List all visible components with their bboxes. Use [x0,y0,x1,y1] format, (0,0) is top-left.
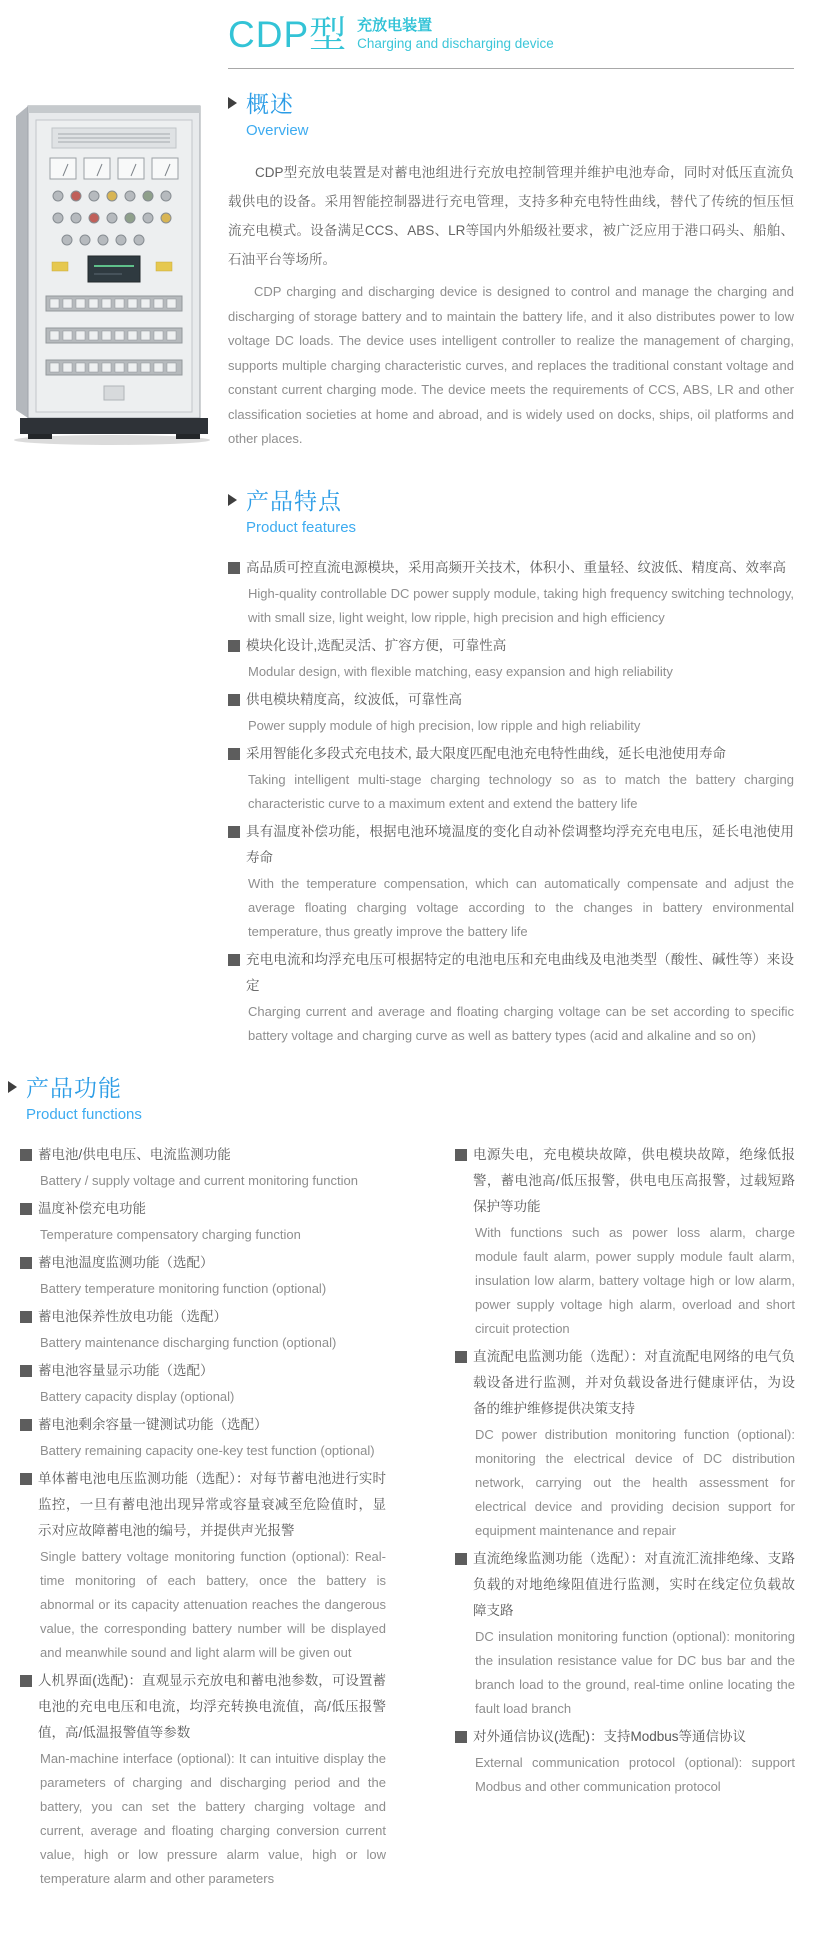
section-title-zh: 产品特点 [246,487,342,514]
square-bullet-icon [455,1731,467,1743]
function-text-zh: 直流绝缘监测功能（选配）：对直流汇流排绝缘、支路负载的对地绝缘阻值进行监测，实时在线定位负载故障支路 [473,1551,795,1618]
function-item [455,1724,795,1799]
overview-paragraph-zh: CDP型充放电装置是对蓄电池组进行充放电控制管理并维护电池寿命，同时对低压直流负载供电的设备。采用智能控制器进行充电管理，支持多种充电特性曲线，替代了传统的恒压恒流充电模式。设备满足CCS、ABS、LR等国内外船级社要求，被广泛应用于港口码头、船舶、石油平台等场所。 [228,165,794,267]
square-bullet-icon [20,1419,32,1431]
function-text-en: External communication protocol (optional): support Modbus and other communication protocol [475,1755,795,1794]
function-text-zh: 直流配电监测功能（选配）：对直流配电网络的电气负载设备进行监测，并对负载设备进行健康评估，为设备的维护维修提供决策支持 [473,1349,795,1416]
feature-text-en: Modular design, with flexible matching, easy expansion and high reliability [248,663,673,679]
feature-item [228,633,794,684]
function-item [455,1546,795,1721]
feature-item [228,687,794,738]
feature-text-zh: 采用智能化多段式充电技术, 最大限度匹配电池充电特性曲线，延长电池使用寿命 [246,745,727,761]
function-text-zh: 蓄电池/供电电压、电流监测功能 [38,1147,231,1162]
function-text-en: DC insulation monitoring function (optional): monitoring the insulation resistance value for DC bus bar and the branch load to the ground, real-time online locating the fault load branch [475,1629,795,1716]
feature-text-en: High-quality controllable DC power supply module, taking high frequency switching technology, with small size, light weight, low ripple, high precision and high efficiency [248,585,794,625]
feature-text-zh: 模块化设计,选配灵活、扩容方便，可靠性高 [246,637,507,653]
square-bullet-icon [228,748,240,760]
functions-right-column [455,1142,795,1894]
page-title-sub [357,16,554,53]
square-bullet-icon [20,1675,32,1687]
function-text-en: Battery maintenance discharging function (optional) [40,1335,337,1350]
feature-text-zh: 高品质可控直流电源模块，采用高频开关技术，体积小、重量轻、纹波低、精度高、效率高 [246,559,786,575]
function-text-en: Man-machine interface (optional): It can intuitive display the parameters of charging and discharging period and the battery, you can set the battery charging voltage and current, average and floating charging conversion current value, high or low pressure alarm value, high or low temperature alarm and other parameters [40,1751,386,1886]
section-title-en: Product functions [26,1106,142,1123]
feature-text-zh: 具有温度补偿功能，根据电池环境温度的变化自动补偿调整均浮充充电电压，延长电池使用寿命 [246,823,794,865]
square-bullet-icon [228,694,240,706]
features-section [228,488,794,1048]
function-text-en: Single battery voltage monitoring function (optional): Real-time monitoring of each battery, once the battery is abnormal or its capacity attenuation reaches the dangerous value, the corresponding battery number will be displayed and meanwhile sound and light alarm will be given out [40,1549,386,1660]
function-text-zh: 蓄电池容量显示功能（选配） [38,1363,214,1378]
function-text-zh: 温度补偿充电功能 [38,1201,146,1216]
function-text-en: Battery remaining capacity one-key test function (optional) [40,1443,375,1458]
function-text-en: With functions such as power loss alarm, charge module fault alarm, power supply module fault alarm, insulation low alarm, battery voltage high or low alarm, power supply voltage high alarm, overload and short circuit protection [475,1225,795,1336]
function-item [20,1358,386,1409]
main-content-column [228,14,794,1051]
square-bullet-icon [20,1149,32,1161]
cabinet-illustration-icon [8,96,216,448]
square-bullet-icon [228,954,240,966]
feature-item [228,947,794,1048]
function-item [20,1466,386,1665]
function-text-en: Temperature compensatory charging function [40,1227,301,1242]
function-text-en: Battery / supply voltage and current monitoring function [40,1173,358,1188]
functions-section [8,1075,798,1894]
feature-text-en: Power supply module of high precision, low ripple and high reliability [248,717,641,733]
cabinet-photo [8,96,216,448]
square-bullet-icon [20,1257,32,1269]
functions-header [8,1075,798,1126]
function-item [20,1142,386,1193]
functions-left-column [20,1142,386,1894]
section-title-zh: 产品功能 [26,1075,122,1101]
page-title-en: Charging and discharging device [357,36,554,51]
function-item [20,1250,386,1301]
function-item [20,1412,386,1463]
triangle-marker-icon [228,494,237,506]
page-title-zh: 充放电装置 [357,17,433,34]
feature-item [228,819,794,944]
square-bullet-icon [228,640,240,652]
overview-header-text [246,91,309,142]
feature-item [228,741,794,816]
functions-header-text [26,1075,142,1126]
feature-text-zh: 供电模块精度高，纹波低，可靠性高 [246,691,462,707]
section-title-zh: 概述 [246,91,294,117]
feature-text-zh: 充电电流和均浮充电压可根据特定的电池电压和充电曲线及电池类型（酸性、碱性等）来设定 [246,951,794,993]
function-item [455,1344,795,1543]
feature-text-en: Taking intelligent multi-stage charging technology so as to match the battery charging characteristic curve to a maximum extent and extend the battery life [248,771,794,811]
features-header-text [246,488,356,539]
square-bullet-icon [228,826,240,838]
feature-item [228,555,794,630]
function-text-zh: 单体蓄电池电压监测功能（选配）：对每节蓄电池进行实时监控，一旦有蓄电池出现异常或容量衰减至危险值时，显示对应故障蓄电池的编号，并提供声光报警 [38,1471,386,1538]
function-text-zh: 蓄电池保养性放电功能（选配） [38,1309,227,1324]
feature-text-en: Charging current and average and floating charging voltage can be set according to specific battery voltage and charging curve as well as battery types (acid and alkaline and so on) [248,1003,794,1043]
square-bullet-icon [20,1311,32,1323]
square-bullet-icon [228,562,240,574]
function-item [20,1304,386,1355]
square-bullet-icon [20,1203,32,1215]
function-text-zh: 蓄电池温度监测功能（选配） [38,1255,214,1270]
square-bullet-icon [455,1351,467,1363]
function-text-en: Battery capacity display (optional) [40,1389,235,1404]
triangle-marker-icon [8,1081,17,1093]
product-title [228,14,794,56]
function-text-en: DC power distribution monitoring function (optional): monitoring the electrical device of DC distribution network, carrying out the health assessment for electrical device and providing decision support for equipment maintenance and repair [475,1427,795,1538]
overview-header [228,91,794,142]
features-header [228,488,794,539]
feature-text-en: With the temperature compensation, which can automatically compensate and adjust the average floating charging voltage according to the changes in battery environmental temperature, thus greatly improve the battery life [248,875,794,939]
function-text-zh: 对外通信协议(选配)：支持Modbus等通信协议 [473,1729,747,1744]
square-bullet-icon [455,1149,467,1161]
function-text-en: Battery temperature monitoring function (optional) [40,1281,327,1296]
triangle-marker-icon [228,97,237,109]
overview-section [228,91,794,452]
function-text-zh: 人机界面(选配)：直观显示充放电和蓄电池参数，可设置蓄电池的充电电压和电流，均浮充转换电流值，高/低压报警值，高/低温报警值等参数 [38,1673,386,1740]
overview-paragraph-en: CDP charging and discharging device is designed to control and manage the charging and discharging of storage battery and to maintain the battery life, and it also distributes power to low voltage DC loads. The device uses intelligent controller to realize the management of charging, supports multiple charging characteristic curves, and replaces the traditional constant voltage and constant current charging mode. The device meets the requirements of CCS, ABS, LR and other classification societies at home and abroad, and is widely used on docks, ships, oil platforms and other places. [228,284,794,446]
square-bullet-icon [20,1473,32,1485]
title-divider [228,68,794,69]
function-text-zh: 电源失电，充电模块故障，供电模块故障，绝缘低报警，蓄电池高/低压报警，供电电压高报警，过载短路保护等功能 [473,1147,795,1214]
square-bullet-icon [455,1553,467,1565]
function-item [20,1668,386,1891]
section-title-en: Overview [246,122,309,139]
function-item [20,1196,386,1247]
function-item [455,1142,795,1341]
square-bullet-icon [20,1365,32,1377]
functions-columns [8,1142,798,1894]
function-text-zh: 蓄电池剩余容量一键测试功能（选配） [38,1417,268,1432]
page-title-model: CDP型 [228,14,348,55]
section-title-en: Product features [246,518,357,536]
